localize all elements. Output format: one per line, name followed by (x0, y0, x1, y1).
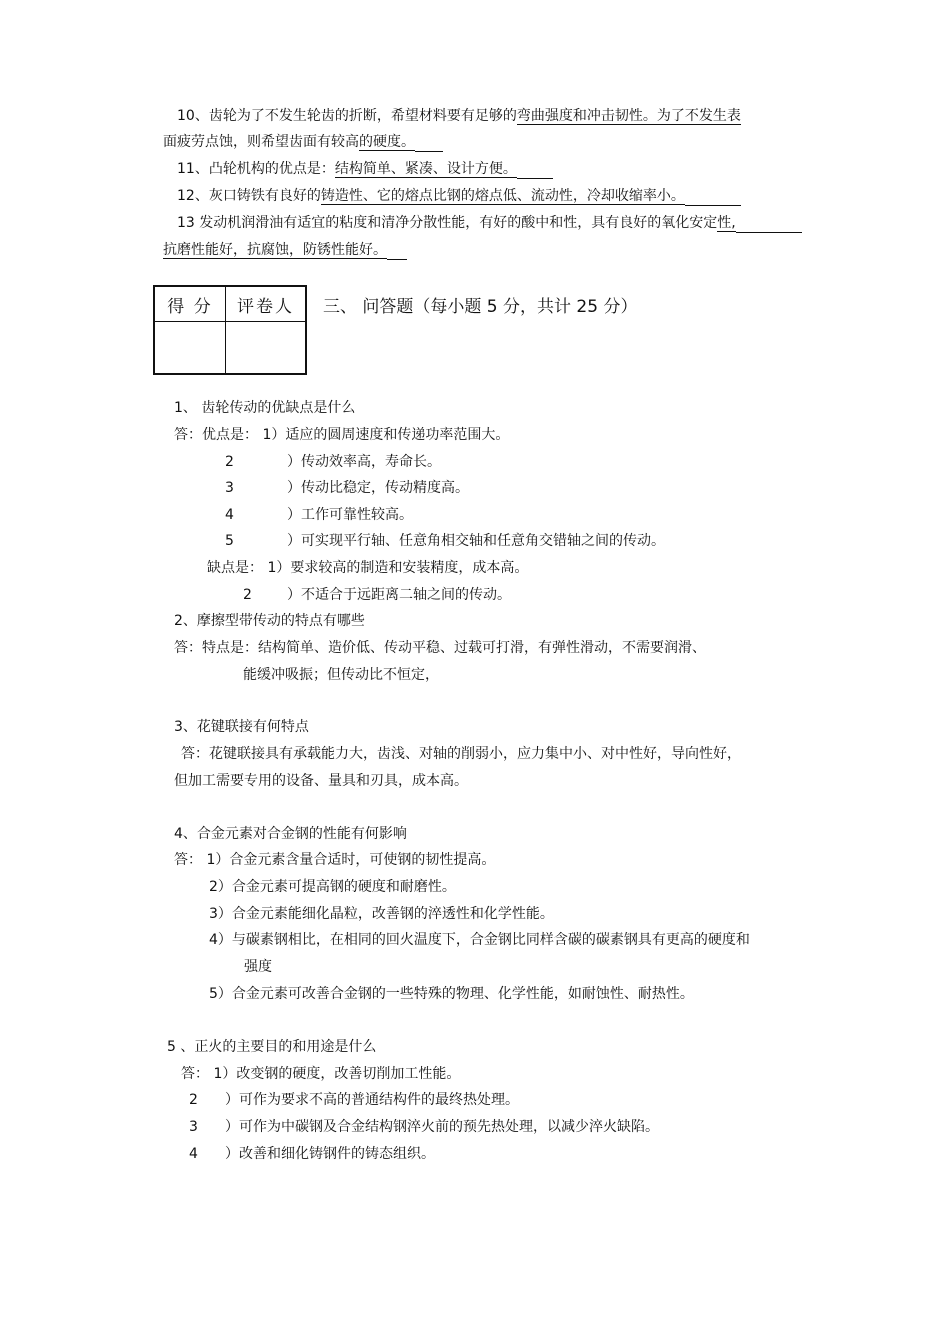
q5-answer-3-text: ）可作为中碳钢及合金结构钢淬火前的预先热处理，以减少淬火缺陷。 (225, 1119, 659, 1135)
q4-answer-2: 2）合金元素可提高钢的硬度和耐磨性。 (209, 879, 456, 895)
q13-answer-1: 性, (717, 215, 736, 231)
q4-answer-3: 3）合金元素能细化晶粒，改善钢的淬透性和化学性能。 (209, 906, 554, 922)
q1-adv3-text: ）传动比稳定，传动精度高。 (287, 480, 469, 496)
q5-answer-2-text: ）可作为要求不高的普通结构件的最终热处理。 (225, 1092, 519, 1108)
grader-cell[interactable] (226, 322, 307, 375)
q1-dis-intro: 缺点是： 1）要求较高的制造和安装精度，成本高。 (207, 560, 529, 576)
q1-adv5-num: 5 (225, 533, 234, 549)
q13-blank-tail (736, 218, 802, 233)
q4-answer-5: 5）合金元素可改善合金钢的一些特殊的物理、化学性能，如耐蚀性、耐热性。 (209, 986, 694, 1002)
q1-question: 1、 齿轮传动的优缺点是什么 (174, 400, 356, 416)
q4-answer-4: 4）与碳素钢相比，在相同的回火温度下，合金钢比同样含碳的碳素钢具有更高的硬度和 (209, 932, 750, 948)
fill-item-13-line2 (163, 241, 407, 260)
q11-answer: 结构简单、紧凑、设计方便。 (334, 161, 517, 177)
q13-answer-2: 抗磨性能好，抗腐蚀，防锈性能好。 (163, 242, 387, 258)
q2-question: 2、摩擦型带传动的特点有哪些 (174, 613, 365, 629)
q1-dis2-num: 2 (243, 587, 252, 603)
q5-answer-4-num: 4 (189, 1146, 198, 1162)
q5-answer-1: 答： 1）改变钢的硬度，改善切削加工性能。 (181, 1066, 461, 1082)
q2-answer-line2: 能缓冲吸振；但传动比不恒定， (243, 667, 439, 683)
q10-blank-tail (415, 137, 443, 152)
q3-answer-line2: 但加工需要专用的设备、量具和刃具，成本高。 (174, 773, 468, 789)
q10-answer-1: 弯曲强度和冲击韧性。为了不发生表 (516, 108, 741, 124)
q1-adv4-num: 4 (225, 507, 234, 523)
q5-question: 5 、正火的主要目的和用途是什么 (167, 1039, 377, 1055)
q4-answer-4-cont: 强度 (244, 959, 272, 975)
q4-question: 4、合金元素对合金钢的性能有何影响 (174, 826, 407, 842)
fill-item-10-line1 (177, 107, 741, 125)
score-header: 得 分 (154, 286, 226, 322)
q3-question: 3、花键联接有何特点 (174, 719, 309, 735)
q3-answer-line1: 答：花键联接具有承载能力大，齿浅、对轴的削弱小，应力集中小、对中性好，导向性好， (181, 746, 741, 762)
q11-blank-tail (517, 164, 553, 179)
q12-blank-tail (685, 191, 741, 206)
q1-adv4-text: ）工作可靠性较高。 (287, 507, 413, 523)
q5-answer-4-text: ）改善和细化铸钢件的铸态组织。 (225, 1146, 435, 1162)
q2-answer-line1: 答：特点是：结构简单、造价低、传动平稳、过载可打滑，有弹性滑动，不需要润滑、 (174, 640, 706, 656)
q5-answer-3-num: 3 (189, 1119, 198, 1135)
fill-item-13-line1 (177, 214, 802, 233)
q4-answer-1: 答： 1）合金元素含量合适时，可使钢的韧性提高。 (174, 852, 496, 868)
q1-adv2-num: 2 (225, 454, 234, 470)
q12-prefix: 12、灰口铸铁有良好的 (177, 188, 321, 204)
q1-dis2-text: ）不适合于远距离二轴之间的传动。 (287, 587, 511, 603)
q1-adv5-text: ）可实现平行轴、任意角相交轴和任意角交错轴之间的传动。 (287, 533, 665, 549)
q11-prefix: 11、凸轮机构的优点是： (177, 161, 335, 177)
q5-answer-2-num: 2 (189, 1092, 198, 1108)
q1-adv2-text: ）传动效率高，寿命长。 (287, 454, 441, 470)
q1-adv-intro: 答：优点是： 1）适应的圆周速度和传递功率范围大。 (174, 427, 510, 443)
fill-item-11 (177, 160, 553, 179)
score-table (153, 285, 307, 375)
q1-adv3-num: 3 (225, 480, 234, 496)
section-title: 三、 问答题（每小题 5 分，共计 25 分） (323, 297, 638, 317)
score-cell[interactable] (154, 322, 226, 375)
q12-answer: 铸造性、它的熔点比钢的熔点低、流动性，冷却收缩率小。 (320, 188, 685, 204)
fill-item-10-line2 (163, 133, 443, 152)
q10-prefix: 10、齿轮为了不发生轮齿的折断，希望材料要有足够的 (177, 108, 517, 124)
q13-blank-tail-2 (387, 245, 407, 260)
fill-item-12 (177, 187, 741, 206)
q10-line2-prefix: 面疲劳点蚀，则希望齿面有较高 (163, 134, 359, 150)
grader-header: 评卷人 (226, 286, 307, 322)
q13-prefix: 13 发动机润滑油有适宜的粘度和清净分散性能，有好的酸中和性，具有良好的氧化安定 (177, 215, 718, 231)
q10-answer-2: 的硬度。 (359, 134, 415, 150)
